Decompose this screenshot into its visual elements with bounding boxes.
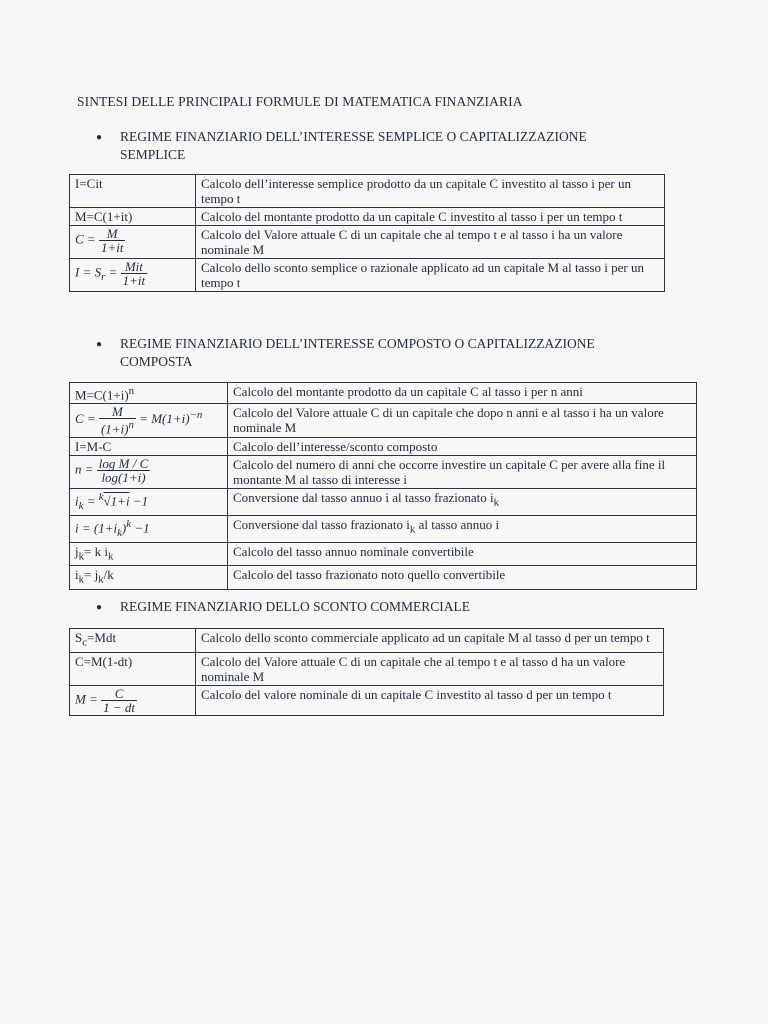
fraction: $\frac{\text{log M / C}}{\log(1+i)}$ xyxy=(98,455,149,485)
fraction: $\frac{C}{1 - dt}$ xyxy=(103,685,135,715)
formula-cell: $M=C(1+i)^n$ xyxy=(70,383,228,404)
formula-cell: n = $\frac{\text{log M / C}}{\log(1+i)}$ xyxy=(70,455,228,488)
formula-cell: $I = S_r$ = $\frac{\text{Mit}}{1+it}$ xyxy=(70,259,196,292)
section-heading-simple-interest: ● REGIME FINANZIARIO DELL’INTERESSE SEMPLICE O CAPITALIZZAZIONE SEMPLICE xyxy=(96,129,587,162)
description-cell: Conversione dal tasso frazionato $i_k$ al tasso annuo i xyxy=(228,515,697,542)
section-heading-commercial-discount: ● REGIME FINANZIARIO DELLO SCONTO COMMERCIALE xyxy=(96,599,470,614)
formula-cell: M = $\frac{C}{1 - dt}$ xyxy=(70,685,196,715)
description-cell: Calcolo del Valore attuale C di un capitale che al tempo t e al tasso d ha un valore nominale M xyxy=(196,652,664,685)
formula-cell: $i_k = ^k√1+i -1$ xyxy=(70,488,228,515)
description-cell: Calcolo del valore nominale di un capitale C investito al tasso d per un tempo t xyxy=(196,685,664,715)
description-cell: Conversione dal tasso annuo i al tasso frazionato $i_k$ xyxy=(228,488,697,515)
bullet-icon: ● xyxy=(96,339,103,350)
description-cell: Calcolo del tasso frazionato noto quello convertibile xyxy=(228,566,697,590)
table-row xyxy=(70,226,665,259)
description-cell: Calcolo del Valore attuale C di un capitale che dopo n anni e al tasso i ha un valore nominale M xyxy=(228,404,697,437)
fraction: $\frac{M}{(1+i)^n}$ xyxy=(100,404,134,437)
formula-cell: I=M-C xyxy=(70,437,228,455)
description-cell: Calcolo dello sconto semplice o razionale applicato ad un capitale M al tasso i per un tempo t xyxy=(196,259,665,292)
table-row xyxy=(70,566,697,590)
description-cell: Calcolo dell’interesse semplice prodotto da un capitale C investito al tasso i per un tempo t xyxy=(196,175,665,208)
description-cell: Calcolo del montante prodotto da un capitale C investito al tasso i per un tempo t xyxy=(196,208,665,226)
formula-cell: M=C(1+it) xyxy=(70,208,196,226)
formula-cell: $i_k= j_k/k$ xyxy=(70,566,228,590)
table-row xyxy=(70,685,664,715)
description-cell: Calcolo del numero di anni che occorre investire un capitale C per avere alla fine il montante M al tasso di interesse i xyxy=(228,455,697,488)
description-cell: Calcolo del montante prodotto da un capitale C al tasso i per n anni xyxy=(228,383,697,404)
table-row xyxy=(70,455,697,488)
description-cell: Calcolo del Valore attuale C di un capitale che al tempo t e al tasso i ha un valore nominale M xyxy=(196,226,665,259)
table-row xyxy=(70,488,697,515)
bullet-icon: ● xyxy=(96,132,103,143)
bullet-icon: ● xyxy=(96,602,103,613)
section-heading-compound-interest: ● REGIME FINANZIARIO DELL’INTERESSE COMPOSTO O CAPITALIZZAZIONE COMPOSTA xyxy=(96,336,595,369)
page-title: SINTESI DELLE PRINCIPALI FORMULE DI MATEMATICA FINANZIARIA xyxy=(77,94,523,109)
table-row xyxy=(70,515,697,542)
table-row xyxy=(70,175,665,208)
table-row xyxy=(70,542,697,566)
table-row xyxy=(70,437,697,455)
table-simple-interest xyxy=(69,174,665,292)
table-row xyxy=(70,652,664,685)
table-row xyxy=(70,259,665,292)
formula-cell: $j_k= k$ $i_k$ xyxy=(70,542,228,566)
formula-cell: I=Cit xyxy=(70,175,196,208)
formula-cell: $S_c=Mdt$ xyxy=(70,629,196,653)
description-cell: Calcolo dello sconto commerciale applicato ad un capitale M al tasso d per un tempo t xyxy=(196,629,664,653)
formula-cell: C = $\frac{M}{(1+i)^n}$ = $M(1+i)^{-n}$ xyxy=(70,404,228,437)
table-row xyxy=(70,629,664,653)
formula-cell: $i = (1+i_k)^k -1$ xyxy=(70,515,228,542)
table-row xyxy=(70,404,697,437)
table-commercial-discount xyxy=(69,628,664,716)
fraction: $\frac{\text{Mit}}{1+it}$ xyxy=(122,259,146,288)
table-row xyxy=(70,383,697,404)
table-row xyxy=(70,208,665,226)
description-cell: Calcolo dell’interesse/sconto composto xyxy=(228,437,697,455)
formula-cell: C=M(1-dt) xyxy=(70,652,196,685)
formula-cell: C = $\frac{M}{1+it}$ xyxy=(70,226,196,259)
fraction: $\frac{M}{1+it}$ xyxy=(100,226,124,255)
description-cell: Calcolo del tasso annuo nominale convertibile xyxy=(228,542,697,566)
table-compound-interest xyxy=(69,382,697,590)
